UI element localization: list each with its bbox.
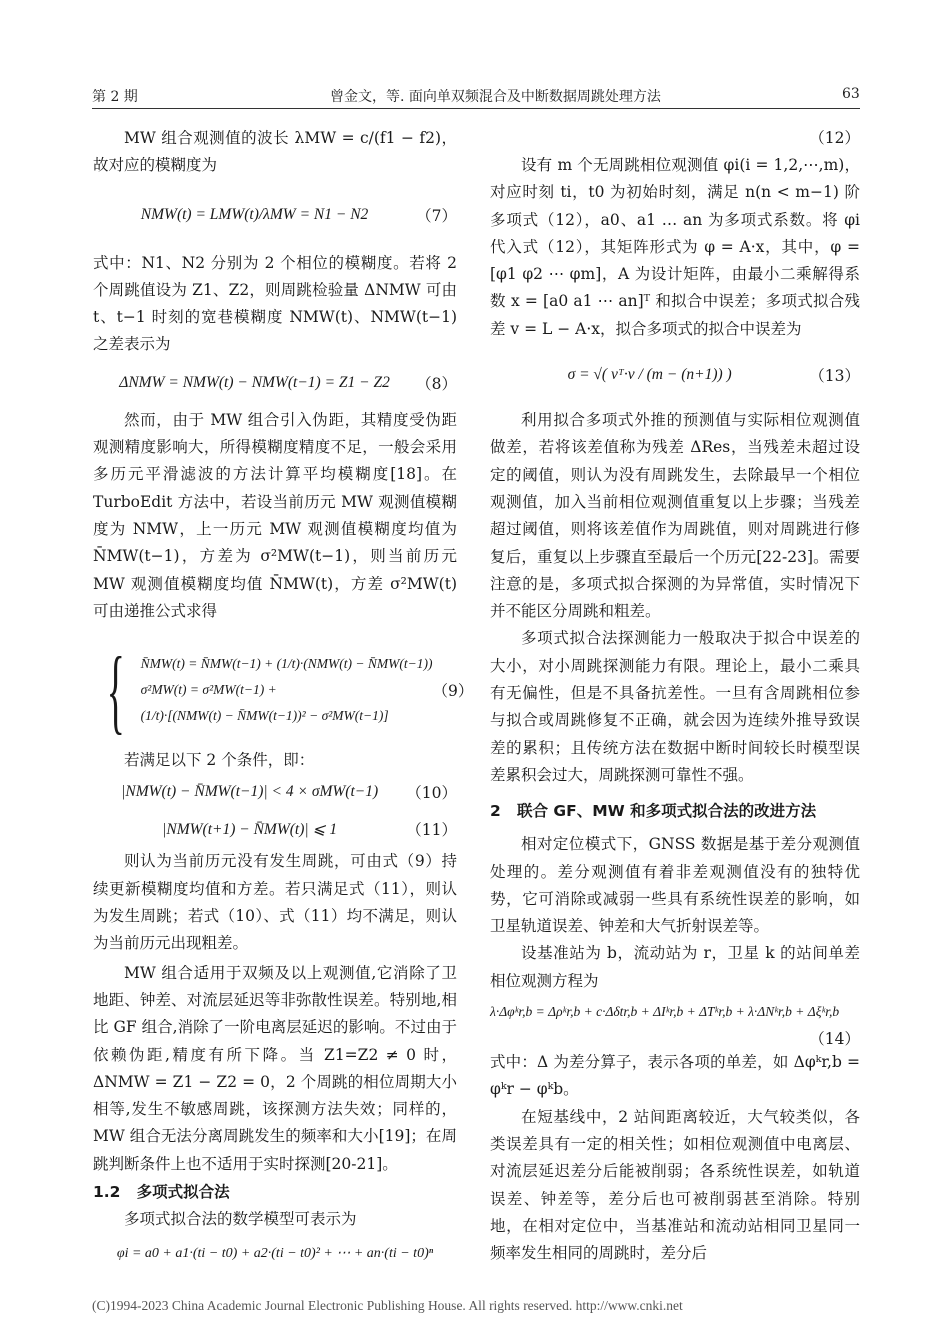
equation-number: （11） [406,821,457,840]
equation-number: （14） [809,1030,860,1049]
equation-7 [93,180,457,250]
equation-body: φi = a0 + a1·(ti − t0) + a2·(ti − t0)² + ⋯ + an·(ti − t0)ⁿ [116,1245,434,1261]
right-column [490,125,860,1267]
paragraph: 设基准站为 b，流动站为 r，卫星 k 的站间单差相位观测方程为 [490,944,860,990]
equation-body: λ·Δφᵏr,b = Δρᵏr,b + c·Δδtr,b + ΔIᵏr,b + ΔTᵏr,b + λ·ΔNᵏr,b + Δξᵏr,b [490,1004,840,1020]
header-rule [92,108,860,109]
paragraph: 设有 m 个无周跳相位观测值 φi(i = 1,2,⋯,m)，对应时刻 ti，t0 为初始时刻，满足 n(n < m−1) 阶多项式（12），a0、a1 … an 为多项式系数。将 φi 代入式（12），其矩阵形式为 φ = A·x，其中，φ = [φ1 φ2 ⋯ φm]，A 为设计矩阵，由最小二乘解得系数 x = [a0 a1 ⋯ an]ᵀ 和拟合中误差；多项式拟合残差 v = L − A·x，拟合多项式的拟合中误差为 [490,156,860,338]
paragraph: 式中：N1、N2 分别为 2 个相位的模糊度。若将 2 个周跳值设为 Z1、Z2，则周跳检验量 ΔNMW 可由 t、t−1 时刻的宽巷模糊度 NMW(t)、NMW(t−1) 之差表示为 [93,253,457,354]
equation-body: σ = √( vᵀ·v / (m − (n+1)) ) [567,366,732,384]
paragraph: 相对定位模式下，GNSS 数据是基于差分观测值处理的。差分观测值有着非差观测值没有的独特优势，它可消除或减弱一些具有系统性误差的影响，如卫星轨道误差、钟差和大气折射误差等。 [490,835,860,936]
paragraph: 多项式拟合法的数学模型可表示为 [124,1210,357,1229]
equation-12 [93,1233,457,1273]
equation-line: σ²MW(t) = σ²MW(t−1) + [140,682,277,698]
equation-line: N̄MW(t) = N̄MW(t−1) + (1/t)·(NMW(t) − N̄MW(t−1)) [140,656,433,672]
equation-body: NMW(t) = LMW(t)/λMW = N1 − N2 [140,205,369,223]
equation-number: （7） [416,206,457,225]
equation-11 [93,810,457,848]
paragraph: 在短基线中，2 站间距离较近，大气较类似，各类误差具有一定的相关性；如相位观测值中电离层、对流层延迟差分后能被削弱；各系统性误差，如轨道误差、钟差等，差分后也可被削弱甚至消除。特别地，在相对定位中，当基准站和流动站相同卫星同一频率发生相同的周跳时，差分后 [490,1107,860,1263]
equation-13 [490,343,860,407]
equation-10 [93,774,457,810]
equation-number: （13） [809,367,860,386]
paragraph: 式中：Δ 为差分算子，表示各项的单差，如 Δφᵏr,b = φᵏr − φᵏb。 [490,1053,860,1099]
equation-number: （9） [432,682,474,701]
equation-body: |NMW(t) − N̄MW(t−1)| < 4 × σMW(t−1) [121,783,379,801]
equation-9 [93,633,474,747]
section-number: 1.2 [93,1183,121,1202]
section-heading [490,797,860,825]
paragraph: 利用拟合多项式外推的预测值与实际相位观测值做差，若将该差值称为残差 ΔRes，当残差未超过设定的阈值，则认为没有周跳发生，去除最早一个相位观测值，加入当前相位观测值重复以上步骤；当残差超过阈值，则将该差值作为周跳值，则对周跳进行修复后，重复以上步骤直至最后一个历元[22-23]。需要注意的是，多项式拟合探测的为异常值，实时情况下并不能区分周跳和粗差。 [490,411,860,621]
section-title: 多项式拟合法 [136,1183,230,1202]
paragraph: 然而，由于 MW 组合引入伪距，其精度受伪距观测精度影响大，所得模糊度精度不足，一般会采用多历元平滑滤波的方法计算平均模糊度[18]。在 TurboEdit 方法中，若设当前历元 MW 观测值模糊度为 NMW，上一历元 MW 观测值模糊度均值为 N̄MW(t−1)，方差为 σ²MW(t−1)，则当前历元 MW 观测值模糊度均值 N̄MW(t)，方差 σ²MW(t) 可由递推公式求得 [93,410,457,620]
equation-body: |NMW(t+1) − N̄MW(t)| ⩽ 1 [162,820,338,838]
equation-body: ΔNMW = NMW(t) − NMW(t−1) = Z1 − Z2 [119,373,390,391]
equation-14 [490,995,860,1029]
equation-number: （8） [416,374,457,393]
equation-number: （12） [809,129,860,147]
left-column [93,125,474,1273]
equation-8 [93,359,457,407]
paragraph: 则认为当前历元没有发生周跳，可由式（9）持续更新模糊度均值和方差。若只满足式（11），则认为发生周跳；若式（10）、式（11）均不满足，则认为当前历元出现粗差。 [93,852,457,953]
copyright-footer: (C)1994-2023 China Academic Journal Electronic Publishing House. All rights reserved. http://www.cnki.net [92,1298,683,1313]
section-title: 联合 GF、MW 和多项式拟合法的改进方法 [517,802,817,821]
paragraph: 多项式拟合法探测能力一般取决于拟合中误差的大小，对小周跳探测能力有限。理论上，最小二乘具有无偏性，但是不具备抗差性。一旦有含周跳相位参与拟合或周跳修复不正确，就会因为连续外推导致误差的累积；且传统方法在数据中断时间较长时模型误差累积会过大，周跳探测可靠性不强。 [490,629,860,784]
paragraph: MW 组合观测值的波长 λMW = c/(f1 − f2)，故对应的模糊度为 [93,129,457,175]
section-heading [93,1178,457,1206]
paragraph: MW 组合适用于双频及以上观测值,它消除了卫地距、钟差、对流层延迟等非弥散性误差。特别地,相比 GF 组合,消除了一阶电离层延迟的影响。不过由于依赖伪距,精度有所下降。当 Z1=Z2 ≠ 0 时，ΔNMW = Z1 − Z2 = 0，2 个周跳的相位周期大小相等,发生不敏感周跳，该探测方法失效；同样的，MW 组合无法分离周跳发生的频率和大小[19]；在周跳判断条件上也不适用于实时探测[20-21]。 [93,963,457,1173]
equation-number: （10） [406,784,457,803]
paragraph: 若满足以下 2 个条件，即： [124,751,315,770]
page-number: 63 [842,86,860,102]
section-number: 2 [490,802,501,821]
equation-line: (1/t)·[(NMW(t) − N̄MW(t−1))² − σ²MW(t−1)] [140,708,389,724]
left-brace-icon: { [106,636,125,743]
running-title: 曾金文，等. 面向单双频混合及中断数据周跳处理方法 [330,89,661,105]
journal-issue: 第 2 期 [92,89,138,105]
